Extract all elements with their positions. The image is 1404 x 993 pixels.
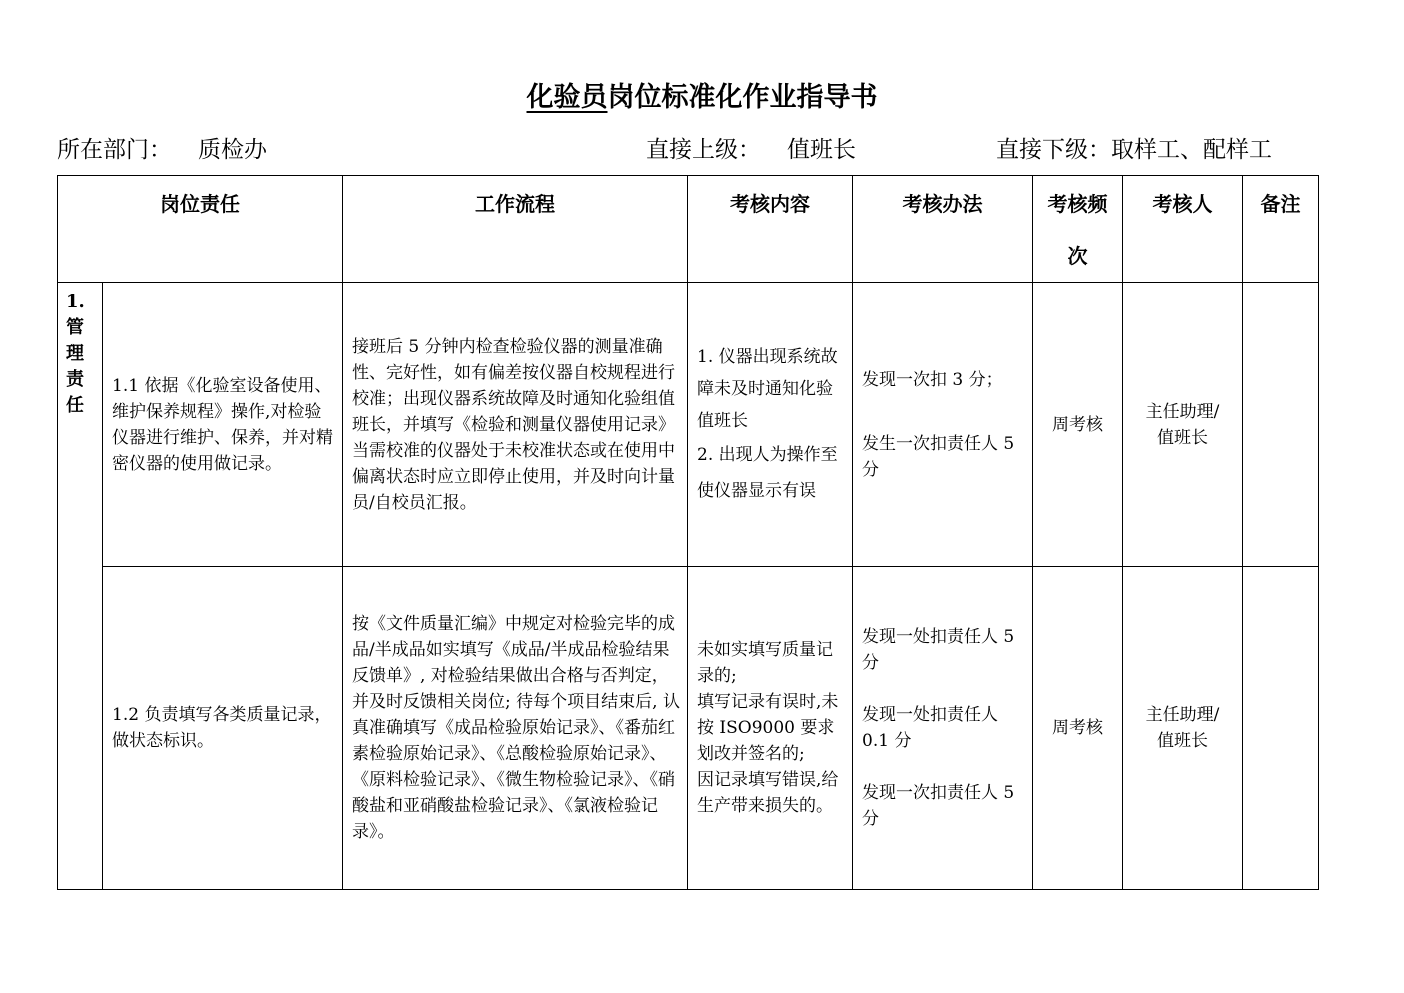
duty-cell: 1.1 依据《化验室设备使用、维护保养规程》操作,对检验仪器进行维护、保养，并对精密仪器的使用做记录。 xyxy=(103,283,343,567)
col-header-content: 考核内容 xyxy=(688,176,853,283)
col-header-process: 工作流程 xyxy=(343,176,688,283)
superior-value: 值班长 xyxy=(787,137,856,163)
content-cell: 1. 仪器出现系统故障未及时通知化验值班长 2. 出现人为操作至使仪器显示有误 xyxy=(688,283,853,567)
process-cell: 接班后 5 分钟内检查检验仪器的测量准确性、完好性，如有偏差按仪器自校规程进行校准；出现仪器系统故障及时通知化验组值班长，并填写《检验和测量仪器使用记录》当需校准的仪器处于未校准状态或在使用中偏离状态时应立即停止使用，并及时向计量员/自校员汇报。 xyxy=(343,283,688,567)
subordinate-value: 取样工、配样工 xyxy=(1111,137,1272,163)
table-row xyxy=(58,283,1319,567)
col-header-remark: 备注 xyxy=(1243,176,1319,283)
superior-info xyxy=(646,133,856,167)
department-info xyxy=(57,133,267,167)
frequency-cell: 周考核 xyxy=(1033,567,1123,890)
col-header-method: 考核办法 xyxy=(853,176,1033,283)
content-cell: 未如实填写质量记录的; 填写记录有误时,未按 ISO9000 要求划改并签名的; 因记录填写错误,给生产带来损失的。 xyxy=(688,567,853,890)
frequency-cell: 周考核 xyxy=(1033,283,1123,567)
subordinate-label: 直接下级： xyxy=(996,137,1111,163)
title-rest: 岗位标准化作业指导书 xyxy=(607,82,878,113)
superior-label: 直接上级： xyxy=(646,137,761,163)
table-row xyxy=(58,567,1319,890)
assessor-cell: 主任助理/值班长 xyxy=(1123,567,1243,890)
remark-cell xyxy=(1243,283,1319,567)
document-title xyxy=(0,78,1404,118)
method-cell: 发现一次扣 3 分； 发生一次扣责任人 5 分 xyxy=(853,283,1033,567)
department-label: 所在部门： xyxy=(57,137,172,163)
department-value: 质检办 xyxy=(198,137,267,163)
method-cell: 发现一处扣责任人 5 分 发现一处扣责任人 0.1 分 发现一次扣责任人 5 分 xyxy=(853,567,1033,890)
section-label: 1. 管 理 责 任 xyxy=(58,283,103,890)
col-header-frequency: 考核频次 xyxy=(1033,176,1123,283)
remark-cell xyxy=(1243,567,1319,890)
assessor-cell: 主任助理/值班长 xyxy=(1123,283,1243,567)
table-header-row xyxy=(58,176,1319,283)
duty-cell: 1.2 负责填写各类质量记录，做状态标识。 xyxy=(103,567,343,890)
process-cell: 按《文件质量汇编》中规定对检验完毕的成品/半成品如实填写《成品/半成品检验结果反馈单》, 对检验结果做出合格与否判定， 并及时反馈相关岗位; 待每个项目结束后, 认真准确填写《成品检验原始记录》、《番茄红素检验原始记录》、《总酸检验原始记录》、《原料检验记录》、《微生物检验记录》、《硝酸盐和亚硝酸盐检验记录》、《氯液检验记录》。 xyxy=(343,567,688,890)
title-underlined: 化验员 xyxy=(526,82,608,113)
col-header-duty: 岗位责任 xyxy=(58,176,343,283)
subordinate-info xyxy=(996,133,1272,167)
col-header-assessor: 考核人 xyxy=(1123,176,1243,283)
duty-table xyxy=(57,175,1319,890)
